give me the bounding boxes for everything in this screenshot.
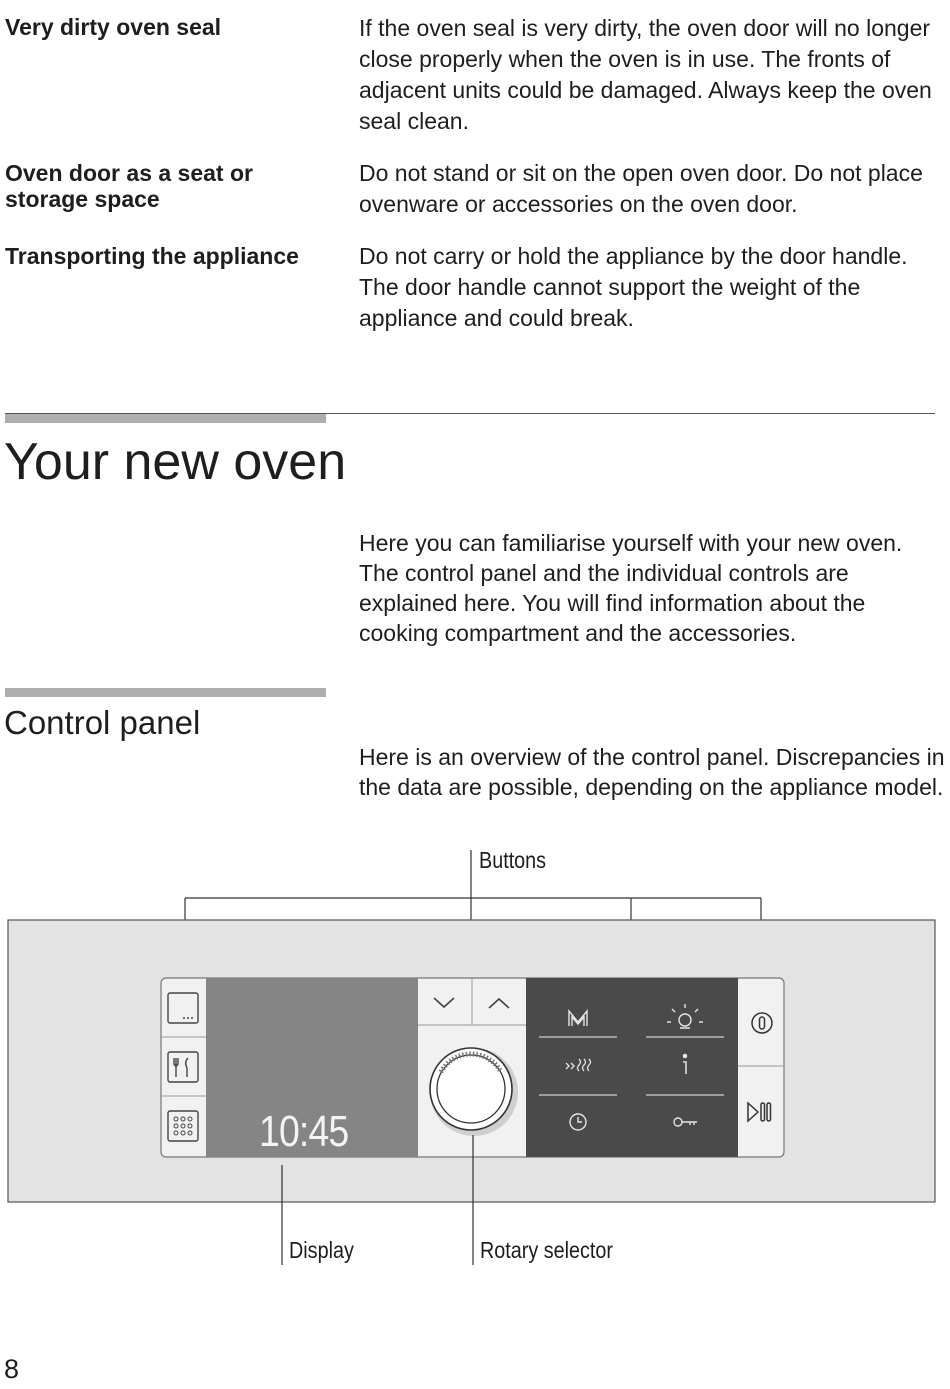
term-transporting: Transporting the appliance (5, 243, 299, 269)
dark-button-panel (526, 978, 738, 1157)
desc-oven-door-seat: Do not stand or sit on the open oven door. Do not place ovenware or accessories on the oven door. (359, 160, 923, 217)
callout-rotary-selector: Rotary selector (480, 1237, 614, 1263)
section-accent-bar (5, 414, 326, 423)
desc-transporting: Do not carry or hold the appliance by the door handle. The door handle cannot support the weight of the appliance and could break. (359, 243, 908, 331)
subsection-accent-bar (5, 688, 326, 697)
control-panel-diagram (0, 840, 950, 1280)
rotary-selector-knob[interactable] (430, 1048, 518, 1136)
desc-very-dirty-oven-seal: If the oven seal is very dirty, the oven door will no longer close properly when the oven is in use. The fronts of adjacent units could be damaged. Always keep the oven seal clean. (359, 15, 932, 134)
callout-display: Display (289, 1237, 354, 1263)
section-title: Your new oven (4, 433, 347, 491)
term-oven-door-seat: Oven door as a seat or storage space (5, 160, 253, 212)
display-time: 10:45 (259, 1107, 349, 1156)
subsection-title: Control panel (4, 704, 201, 741)
page-number: 8 (4, 1354, 20, 1384)
subsection-intro: Here is an overview of the control panel. Discrepancies in the data are possible, depending on the appliance model. (359, 744, 945, 800)
term-very-dirty-oven-seal: Very dirty oven seal (5, 14, 222, 40)
section-divider (5, 413, 935, 414)
section-intro: Here you can familiarise yourself with your new oven. The control panel and the individual controls are explained here. You will find information about the cooking compartment and the accessories. (359, 530, 903, 646)
callout-buttons: Buttons (479, 847, 547, 873)
